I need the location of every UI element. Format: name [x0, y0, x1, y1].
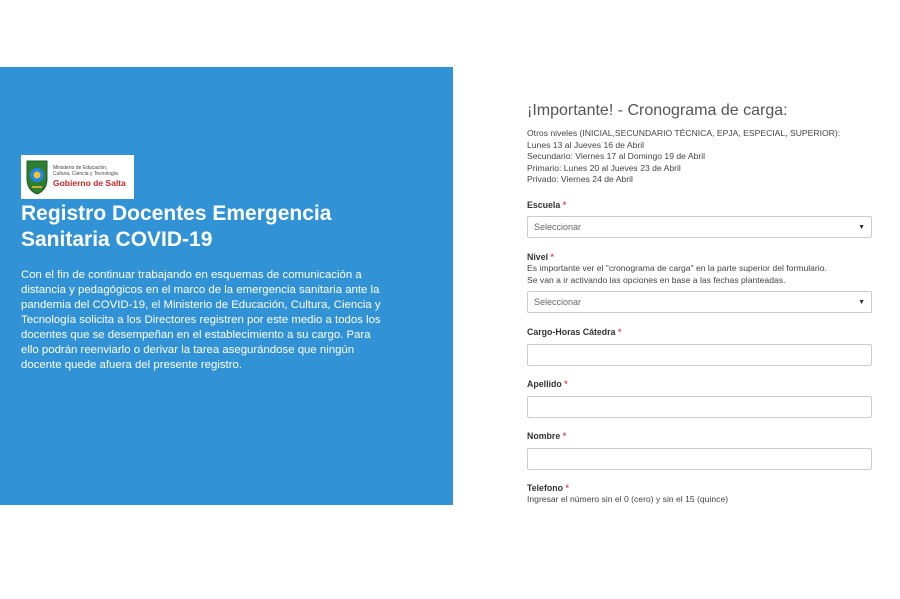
- caret-down-icon: ▼: [858, 298, 865, 306]
- apellido-label: Apellido: [527, 379, 562, 389]
- page-title: Registro Docentes Emergencia Sanitaria COVID-19: [21, 202, 332, 251]
- required-mark: *: [562, 431, 567, 441]
- required-mark: *: [565, 483, 569, 493]
- required-mark: *: [550, 252, 554, 262]
- telefono-label: Telefono: [527, 483, 563, 493]
- ministry-line-1: Ministerio de Educación,: [53, 165, 108, 172]
- nivel-help-1: Es importante ver el "cronograma de carga" en la parte superior del formulario.: [527, 263, 827, 273]
- government-name: Gobierno de Salta: [53, 177, 126, 188]
- apellido-input[interactable]: [527, 396, 872, 418]
- schedule-heading: ¡Importante! - Cronograma de carga:: [527, 102, 788, 119]
- schedule-line: Privado: Viernes 24 de Abril: [527, 174, 633, 184]
- telefono-help: Ingresar el número sin el 0 (cero) y sin el 15 (quince): [527, 494, 729, 504]
- field-cargo: [527, 326, 873, 366]
- field-nombre: [527, 430, 873, 470]
- cargo-input[interactable]: [527, 344, 872, 366]
- required-mark: *: [562, 200, 567, 210]
- nivel-select-value: Seleccionar: [534, 297, 582, 307]
- nombre-label: Nombre: [527, 431, 561, 441]
- schedule-line: Otros niveles (INICIAL,SECUNDARIO TÉCNICA, EPJA, ESPECIAL, SUPERIOR):: [527, 128, 841, 138]
- ministry-line-2: Cultura, Ciencia y Tecnología: [53, 170, 118, 177]
- cargo-label: Cargo-Horas Cátedra: [527, 327, 616, 337]
- nivel-help-2: Se van a ir activando las opciones en base a las fechas planteadas.: [527, 274, 786, 285]
- escuela-select[interactable]: [527, 216, 872, 238]
- schedule-list: [527, 128, 873, 186]
- nivel-select[interactable]: [527, 291, 872, 313]
- schedule-line: Secundario: Viernes 17 al Domingo 19 de Abril: [527, 151, 706, 161]
- field-nivel: [527, 251, 873, 313]
- nombre-input[interactable]: [527, 448, 872, 470]
- coat-of-arms-icon: [24, 159, 50, 195]
- field-apellido: [527, 378, 873, 418]
- escuela-select-value: Seleccionar: [534, 222, 582, 232]
- field-escuela: [527, 199, 873, 238]
- field-telefono: [527, 482, 873, 506]
- caret-down-icon: ▼: [858, 223, 865, 231]
- escuela-label: Escuela: [527, 200, 561, 210]
- page-description: Con el fin de continuar trabajando en esquemas de comunicación a distancia y pedagógicos en el marco de la emergencia sanitaria ante la pandemia del COVID-19, el Ministerio de Educación, Cultura, Ciencia y Tecnología solicita a los Directores registren por este medio a todos los docentes que se desempeñan en el establecimiento a su cargo. Para ello podrán reenviarlo o derivar la tarea asegurándose que ningún docente quede afuera del presente registro.: [21, 269, 381, 371]
- required-mark: *: [564, 379, 568, 389]
- schedule-line: Primario: Lunes 20 al Jueves 23 de Abril: [527, 162, 681, 173]
- registration-form: [527, 100, 873, 504]
- logo: [21, 155, 134, 199]
- nivel-label: Nivel: [527, 252, 549, 262]
- schedule-line: Lunes 13 al Jueves 16 de Abril: [527, 139, 645, 150]
- required-mark: *: [617, 327, 622, 337]
